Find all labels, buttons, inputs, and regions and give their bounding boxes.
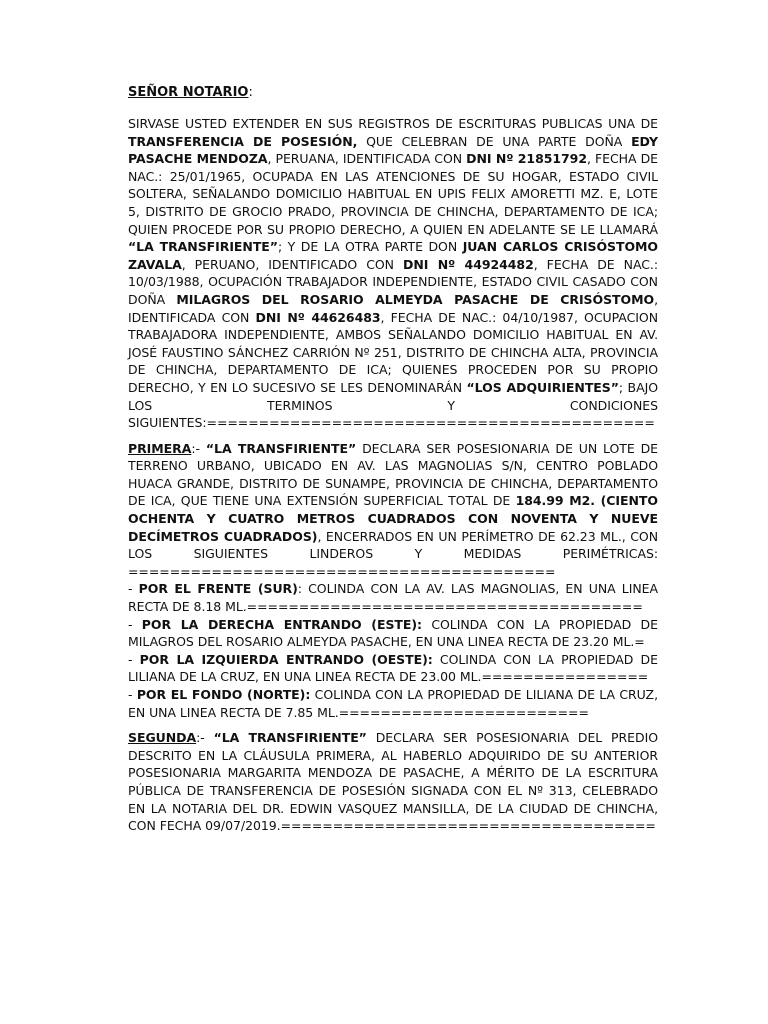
salutation: SEÑOR NOTARIO: xyxy=(128,85,253,100)
clause-primera: PRIMERA:- “LA TRANSFIRIENTE” DECLARA SER POSESIONARIA DE UN LOTE DE TERRENO URBANO, UBICADO EN AV. LAS MAGNOLIAS S/N, CENTRO POBLADO HUACA GRANDE, DISTRITO DE SUNAMPE, PROVINCIA DE CHINCHA, DEPARTAMENTO DE ICA, QUE TIENE UNA EXTENSIÓN SUPERFICIAL TOTAL DE 184.99 M2. (CIENTO OCHENTA Y CUATRO METROS CUADRADOS CON NOVENTA Y NUEVE DECÍMETROS CUADRADOS), ENCERRADOS EN UN PERÍMETRO DE 62.23 ML., CON LOS SIGUIENTES LINDEROS Y MEDIDAS PERIMÉTRICAS: ========================================= - POR EL FRENTE (SUR): COLINDA CON LA AV. LAS MAGNOLIAS, EN UNA LINEA RECTA DE 8.18 ML.====================================== - POR LA DERECHA ENTRANDO (ESTE): COLINDA CON LA PROPIEDAD DE MILAGROS DEL ROSARIO ALMEYDA PASACHE, EN UNA LINEA RECTA DE 23.20 ML.= - POR LA IZQUIERDA ENTRANDO (OESTE): COLINDA CON LA PROPIEDAD DE LILIANA DE LA CRUZ, EN UNA LINEA RECTA DE 23.00 ML.================ - POR EL FONDO (NORTE): COLINDA CON LA PROPIEDAD DE LILIANA DE LA CRUZ, EN UNA LINEA RECTA DE 7.85 ML.======================== xyxy=(128,440,659,720)
lindero-frente: - POR EL FRENTE (SUR): COLINDA CON LA AV. LAS MAGNOLIAS, EN UNA LINEA RECTA DE 8.18 ML.====================================== xyxy=(128,581,658,615)
lindero-izquierda: - POR LA IZQUIERDA ENTRANDO (OESTE): COLINDA CON LA PROPIEDAD DE LILIANA DE LA CRUZ, EN UNA LINEA RECTA DE 23.00 ML.================ xyxy=(128,651,658,685)
lindero-derecha: - POR LA DERECHA ENTRANDO (ESTE): COLINDA CON LA PROPIEDAD DE MILAGROS DEL ROSARIO ALMEYDA PASACHE, EN UNA LINEA RECTA DE 23.20 ML.= xyxy=(128,616,658,650)
clause-segunda-label: SEGUNDA xyxy=(128,730,197,746)
lindero-fondo: - POR EL FONDO (NORTE): COLINDA CON LA PROPIEDAD DE LILIANA DE LA CRUZ, EN UNA LINEA RECTA DE 7.85 ML.======================== xyxy=(128,687,658,720)
clause-segunda: SEGUNDA:- “LA TRANSFIRIENTE” DECLARA SER POSESIONARIA DEL PREDIO DESCRITO EN LA CLÁUSULA PRIMERA, AL HABERLO ADQUIRIDO DE SU ANTERIOR POSESIONARIA MARGARITA MENDOZA DE PASACHE, A MÉRITO DE LA ESCRITURA PÚBLICA DE TRANSFERENCIA DE POSESIÓN SIGNADA CON EL Nº 313, CELEBRADO EN LA NOTARIA DEL DR. EDWIN VASQUEZ MANSILLA, DE LA CIUDAD DE CHINCHA, CON FECHA 09/07/2019.==================================== xyxy=(128,730,659,834)
clause-primera-label: PRIMERA xyxy=(128,440,192,456)
intro-paragraph: SIRVASE USTED EXTENDER EN SUS REGISTROS DE ESCRITURAS PUBLICAS UNA DE TRANSFERENCIA DE POSESIÓN, QUE CELEBRAN DE UNA PARTE DOÑA EDY PASACHE MENDOZA, PERUANA, IDENTIFICADA CON DNI Nº 21851792, FECHA DE NAC.: 25/01/1965, OCUPADA EN LAS ATENCIONES DE SU HOGAR, ESTADO CIVIL SOLTERA, SEÑALANDO DOMICILIO HABITUAL EN UPIS FELIX AMORETTI MZ. E, LOTE 5, DISTRITO DE GROCIO PRADO, PROVINCIA DE CHINCHA, DEPARTAMENTO DE ICA; QUIEN PROCEDE POR SU PROPIO DERECHO, A QUIEN EN ADELANTE SE LE LLAMARÁ “LA TRANSFIRIENTE”; Y DE LA OTRA PARTE DON JUAN CARLOS CRISÓSTOMO ZAVALA, PERUANO, IDENTIFICADO CON DNI Nº 44924482, FECHA DE NAC.: 10/03/1988, OCUPACIÓN TRABAJADOR INDEPENDIENTE, ESTADO CIVIL CASADO CON DOÑA MILAGROS DEL ROSARIO ALMEYDA PASACHE DE CRISÓSTOMO, IDENTIFICADA CON DNI Nº 44626483, FECHA DE NAC.: 04/10/1987, OCUPACION TRABAJADORA INDEPENDIENTE, AMBOS SEÑALANDO DOMICILIO HABITUAL EN AV. JOSÉ FAUSTINO SÁNCHEZ CARRIÓN Nº 251, DISTRITO DE CHINCHA ALTA, PROVINCIA DE CHINCHA, DEPARTAMENTO DE ICA; QUIENES PROCEDEN POR SU PROPIO DERECHO, Y EN LO SUCESIVO SE LES DENOMINARÁN “LOS ADQUIRIENTES”; BAJO LOS TERMINOS Y CONDICIONES SIGUIENTES:=========================================== xyxy=(128,116,659,431)
salutation-label: SEÑOR NOTARIO xyxy=(128,85,249,100)
